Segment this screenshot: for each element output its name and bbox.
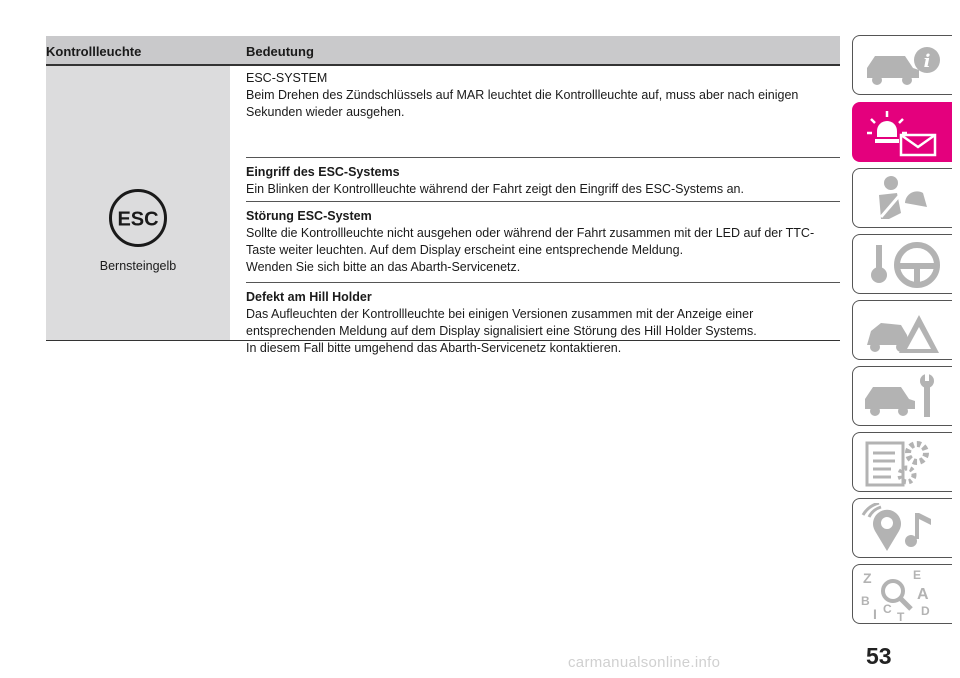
row-line: Sekunden wieder ausgehen. [246, 105, 405, 119]
row-title: Defekt am Hill Holder [246, 290, 372, 304]
meaning-row-hill-holder [246, 283, 840, 368]
svg-text:D: D [921, 604, 930, 618]
seat-airbag-icon [861, 173, 945, 225]
tab-emergency[interactable] [852, 300, 952, 360]
svg-text:A: A [917, 586, 929, 603]
lamp-cell [46, 66, 230, 340]
tab-maintenance[interactable] [852, 366, 952, 426]
table-body [46, 66, 840, 355]
multimedia-icon [861, 503, 945, 555]
warning-light-message-icon [861, 107, 945, 159]
lamp-color-label: Bernsteingelb [99, 259, 177, 273]
tab-index[interactable] [852, 564, 952, 624]
row-title: Störung ESC-System [246, 209, 372, 223]
svg-text:T: T [897, 610, 905, 621]
meaning-row-esc-system [246, 66, 840, 158]
page-number: 53 [866, 643, 892, 669]
car-wrench-icon [861, 371, 945, 423]
svg-text:E: E [913, 569, 922, 582]
svg-text:i: i [923, 51, 931, 72]
index-search-icon [861, 569, 945, 621]
tab-multimedia[interactable] [852, 498, 952, 558]
esc-warning-lamp-icon [108, 188, 168, 248]
warning-lamp-table [46, 36, 840, 355]
tab-warning-lights[interactable] [852, 102, 952, 162]
tab-safety[interactable] [852, 168, 952, 228]
svg-text:B: B [861, 594, 870, 608]
row-line: In diesem Fall bitte umgehend das Abarth-Servicenetz kontaktieren. [246, 341, 622, 355]
car-info-icon [861, 40, 945, 92]
row-line: Das Aufleuchten der Kontrollleuchte bei einigen Versionen zusammen mit der Anzeige einer [246, 307, 754, 321]
header-bedeutung: Bedeutung [246, 44, 314, 59]
meaning-column [246, 66, 840, 368]
meaning-row-esc-failure [246, 202, 840, 283]
car-breakdown-warning-icon [861, 305, 945, 357]
row-line: ESC-SYSTEM [246, 71, 328, 85]
tab-starting-driving[interactable] [852, 234, 952, 294]
row-line: Sollte die Kontrollleuchte nicht ausgehen oder während der Fahrt zusammen mit der LED auf der TTC- [246, 226, 815, 240]
esc-icon-text: ESC [117, 208, 159, 231]
svg-text:C: C [883, 602, 892, 616]
tab-car-info[interactable] [852, 35, 952, 95]
table-header [46, 36, 840, 66]
svg-text:Z: Z [863, 570, 872, 586]
tab-technical-data[interactable] [852, 432, 952, 492]
row-line: entsprechenden Meldung auf dem Display signalisiert eine Störung des Hill Holder Systems. [246, 324, 757, 338]
header-kontrollleuchte: Kontrollleuchte [46, 44, 142, 59]
row-line: Beim Drehen des Zündschlüssels auf MAR leuchtet die Kontrollleuchte auf, muss aber nach einigen [246, 88, 799, 102]
row-line: Wenden Sie sich bitte an das Abarth-Servicenetz. [246, 260, 521, 274]
row-line: Ein Blinken der Kontrollleuchte während der Fahrt zeigt den Eingriff des ESC-Systems an. [246, 182, 744, 196]
key-steering-wheel-icon [861, 239, 945, 291]
meaning-row-esc-intervention [246, 158, 840, 202]
watermark: carmanualsonline.info [568, 654, 721, 671]
svg-text:I: I [873, 606, 877, 621]
row-title: Eingriff des ESC-Systems [246, 165, 400, 179]
row-line: Taste weiter leuchten. Auf dem Display erscheint eine entsprechende Meldung. [246, 243, 684, 257]
specifications-gear-icon [861, 437, 945, 489]
